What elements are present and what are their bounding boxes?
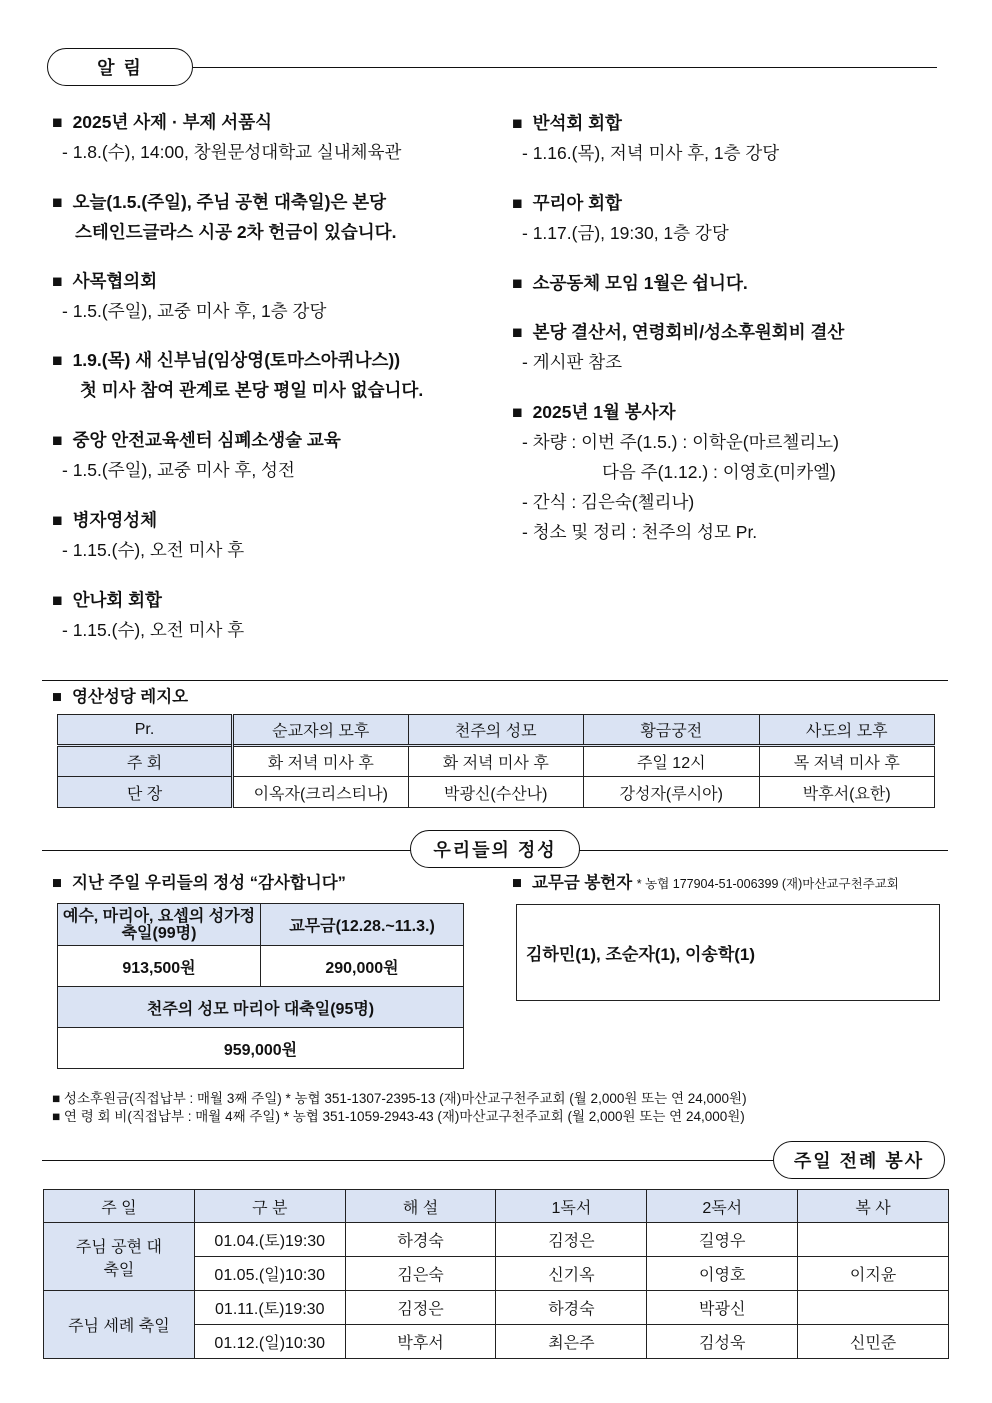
table-cell: 이영호: [647, 1257, 798, 1291]
table-cell: 290,000원: [261, 946, 464, 987]
table-cell: 박후서: [345, 1325, 496, 1359]
table-header: 순교자의 모후: [233, 715, 409, 746]
notice-text: 병자영성체: [72, 510, 158, 530]
table-header: 구 분: [194, 1190, 345, 1223]
table-cell: 목 저녁 미사 후: [759, 746, 935, 777]
notice-text: [512, 317, 844, 347]
table-header: 1독서: [496, 1190, 647, 1223]
offering-right-title: [512, 868, 899, 899]
notice-text: - 차량 : 이번 주(1.5.) : 이학운(마르첼리노): [522, 432, 839, 452]
table-header: 천주의 성모: [408, 715, 584, 746]
table-cell: 하경숙: [345, 1223, 496, 1257]
notice-text: [512, 268, 748, 298]
table-cell: 이지윤: [798, 1257, 949, 1291]
table-cell: 신민준: [798, 1325, 949, 1359]
notice-item: [52, 266, 326, 326]
notice-text: 중앙 안전교육센터 심폐소생술 교육: [72, 430, 341, 450]
notice-text: [52, 505, 244, 535]
bullet-square-icon: ■: [52, 112, 63, 132]
notice-text: 첫 미사 참여 관계로 본당 평일 미사 없습니다.: [80, 380, 424, 400]
notice-text: - 1.17.(금), 19:30, 1층 강당: [522, 223, 729, 243]
legio-title: [52, 682, 188, 712]
donor-list: 김하민(1), 조순자(1), 이송학(1): [526, 945, 756, 964]
notice-item: [512, 397, 839, 547]
table-row: [58, 746, 935, 777]
bullet-square-icon: ■: [52, 350, 63, 370]
divider: [42, 1160, 774, 1161]
bullet-square-icon: ■: [52, 510, 63, 530]
bullet-square-icon: ■: [512, 322, 523, 342]
table-row: [44, 1223, 949, 1257]
table-cell: 단 장: [58, 777, 233, 808]
bullet-square-icon: ■: [512, 273, 523, 293]
table-cell: 주님 공현 대축일: [44, 1223, 195, 1291]
notice-text: 영산성당 레지오: [71, 688, 189, 706]
table-header: Pr.: [58, 715, 233, 746]
table-cell: 길영우: [647, 1223, 798, 1257]
notice-item: [512, 188, 729, 248]
liturgy-table: [43, 1189, 949, 1359]
notice-text: 안나회 회합: [72, 590, 162, 610]
footnote: ■ 성소후원금(직접납부 : 매월 3째 주일) * 농협 351-1307-2395-13 (재)마산교구천주교회 (월 2,000원 또는 연 24,000원): [52, 1091, 747, 1106]
table-cell: 화 저녁 미사 후: [408, 746, 584, 777]
table-cell: 박광신(수산나): [408, 777, 584, 808]
bullet-square-icon: ■: [512, 113, 523, 133]
notice-text: - 1.8.(수), 14:00, 창원문성대학교 실내체육관: [62, 142, 402, 162]
footnote: ■ 연 령 회 비(직접납부 : 매월 4째 주일) * 농협 351-1059-2943-43 (재)마산교구천주교회 (월 2,000원 또는 연 24,000원): [52, 1109, 745, 1124]
legio-table: [57, 714, 935, 808]
table-header: 주 일: [44, 1190, 195, 1223]
table-cell: 김정은: [345, 1291, 496, 1325]
donor-box: [516, 904, 940, 1001]
notice-item: [52, 585, 244, 645]
table-cell: 주 회: [58, 746, 233, 777]
table-cell: 01.05.(일)10:30: [194, 1257, 345, 1291]
table-cell: 박광신: [647, 1291, 798, 1325]
table-cell: 김성욱: [647, 1325, 798, 1359]
notice-text: - 게시판 참조: [522, 352, 623, 372]
bullet-square-icon: ■: [512, 193, 523, 213]
table-header: 황금궁전: [584, 715, 760, 746]
notice-text: 꾸리아 회합: [532, 193, 622, 213]
offering-title: 우리들의 정성: [410, 830, 580, 868]
bullet-square-icon: ■: [512, 402, 523, 422]
table-cell: 예수, 마리아, 요셉의 성가정 축일(99명): [58, 904, 261, 946]
notice-text: - 1.5.(주일), 교중 미사 후, 1층 강당: [62, 301, 327, 321]
notice-item: [512, 317, 844, 377]
notice-text: [52, 425, 341, 455]
notice-title: 알 림: [47, 48, 193, 86]
table-header: 해 설: [345, 1190, 496, 1223]
bullet-square-icon: ■: [52, 192, 63, 212]
notice-item: [52, 107, 401, 167]
notice-text: 지난 주일 우리들의 정성 “감사합니다”: [71, 874, 346, 892]
notice-text: - 청소 및 정리 : 천주의 성모 Pr.: [522, 522, 758, 542]
table-header: 2독서: [647, 1190, 798, 1223]
notice-text: [512, 108, 779, 138]
table-header: 사도의 모후: [759, 715, 935, 746]
notice-text: [52, 345, 423, 375]
bullet-square-icon: ■: [52, 271, 63, 291]
notice-text: 2025년 1월 봉사자: [532, 402, 676, 422]
notice-text: 1.9.(목) 새 신부님(임상영(토마스아퀴나스)): [72, 350, 401, 370]
divider: [193, 67, 937, 68]
notice-item: [52, 187, 396, 247]
notice-text: [512, 188, 729, 218]
table-cell: 913,500원: [58, 946, 261, 987]
notice-text: 반석회 회합: [532, 113, 622, 133]
offering-table: [57, 903, 464, 1069]
bullet-square-icon: ■: [512, 874, 522, 892]
table-cell: 959,000원: [58, 1028, 464, 1069]
bullet-square-icon: ■: [52, 430, 63, 450]
notice-text: - 1.15.(수), 오전 미사 후: [62, 540, 245, 560]
notice-text: 다음 주(1.12.) : 이영호(미카엘): [602, 462, 836, 482]
notice-text: - 1.15.(수), 오전 미사 후: [62, 620, 245, 640]
notice-item: [512, 268, 748, 298]
notice-text: [512, 397, 839, 427]
notice-item: [52, 345, 423, 405]
table-cell: 강성자(루시아): [584, 777, 760, 808]
notice-text: 소공동체 모임 1월은 쉽니다.: [532, 273, 748, 293]
notice-text: - 간식 : 김은숙(첼리나): [522, 492, 695, 512]
notice-text: [52, 187, 396, 217]
table-cell: 주님 세례 축일: [44, 1291, 195, 1359]
notice-text: 본당 결산서, 연령회비/성소후원회비 결산: [532, 322, 845, 342]
notice-text: [52, 107, 401, 137]
table-cell: 주일 12시: [584, 746, 760, 777]
notice-item: [52, 425, 341, 485]
notice-text: 교무금 봉헌자: [531, 874, 633, 892]
table-cell: 01.11.(토)19:30: [194, 1291, 345, 1325]
table-header: 복 사: [798, 1190, 949, 1223]
table-row: [44, 1291, 949, 1325]
table-cell: 하경숙: [496, 1291, 647, 1325]
notice-text: [52, 585, 244, 615]
notice-text: [52, 266, 326, 296]
bullet-square-icon: ■: [52, 688, 62, 706]
table-cell: 교무금(12.28.~11.3.): [261, 904, 464, 946]
table-cell: 박후서(요한): [759, 777, 935, 808]
table-cell: 김정은: [496, 1223, 647, 1257]
table-cell: [798, 1291, 949, 1325]
notice-text: * 농협 177904-51-006399 (재)마산교구천주교회: [636, 877, 899, 891]
bullet-square-icon: ■: [52, 874, 62, 892]
notice-text: - 1.5.(주일), 교중 미사 후, 성전: [62, 460, 295, 480]
offering-left-title: [52, 868, 346, 898]
notice-text: 2025년 사제 · 부제 서품식: [72, 112, 273, 132]
table-cell: [798, 1223, 949, 1257]
notice-item: [512, 108, 779, 168]
table-cell: 이옥자(크리스티나): [233, 777, 409, 808]
notice-text: 스테인드글라스 시공 2차 헌금이 있습니다.: [75, 222, 397, 242]
notice-text: 오늘(1.5.(주일), 주님 공현 대축일)은 본당: [72, 192, 387, 212]
notice-text: 사목협의회: [72, 271, 158, 291]
table-cell: 01.12.(일)10:30: [194, 1325, 345, 1359]
table-cell: 김은숙: [345, 1257, 496, 1291]
table-cell: 천주의 성모 마리아 대축일(95명): [58, 987, 464, 1028]
notice-text: - 1.16.(목), 저녁 미사 후, 1층 강당: [522, 143, 780, 163]
divider: [42, 680, 948, 681]
table-cell: 신기옥: [496, 1257, 647, 1291]
table-row: [58, 777, 935, 808]
liturgy-title: 주일 전례 봉사: [773, 1141, 945, 1179]
notice-item: [52, 505, 244, 565]
bullet-square-icon: ■: [52, 590, 63, 610]
table-cell: 화 저녁 미사 후: [233, 746, 409, 777]
table-cell: 최은주: [496, 1325, 647, 1359]
table-cell: 01.04.(토)19:30: [194, 1223, 345, 1257]
